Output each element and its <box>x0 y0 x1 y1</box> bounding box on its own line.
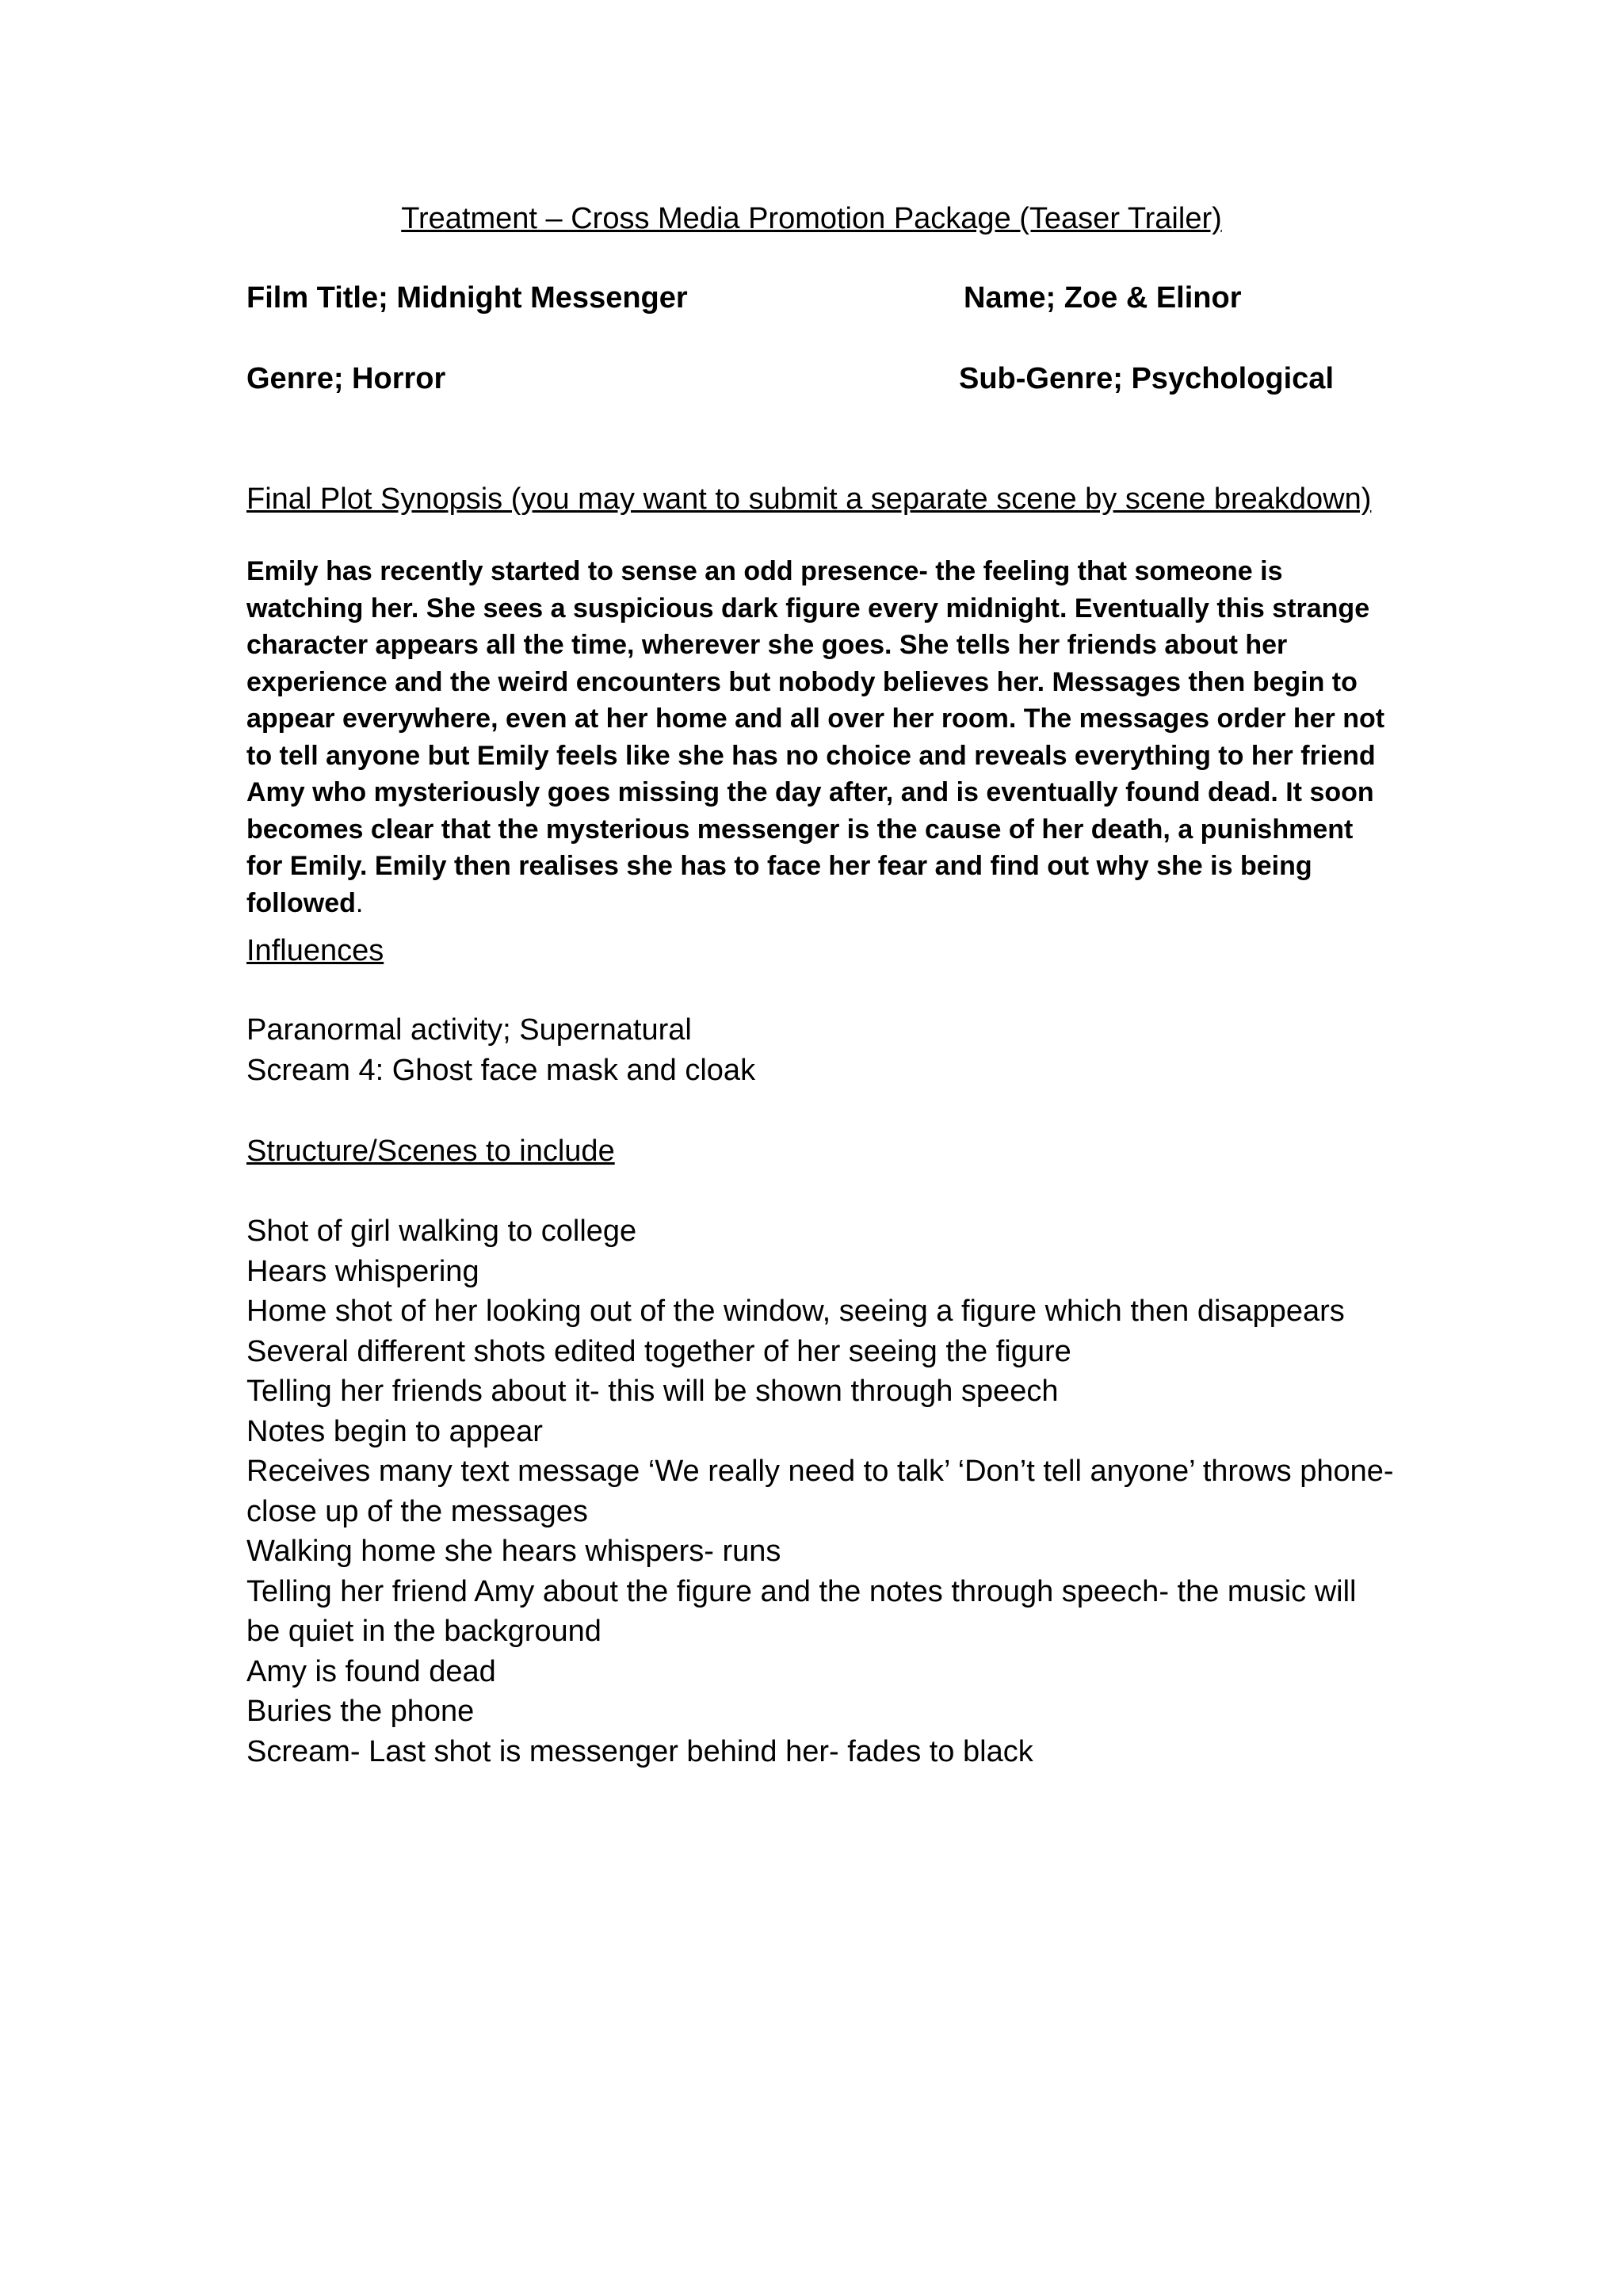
structure-heading: Structure/Scenes to include <box>246 1135 615 1168</box>
scene-item: Walking home she hears whispers- runs <box>246 1535 781 1568</box>
scene-item: Receives many text message ‘We really need to talk’ ‘Don’t tell anyone’ throws phone- close up of the messages <box>246 1455 1394 1528</box>
influence-item: Scream 4: Ghost face mask and cloak <box>246 1053 756 1087</box>
scene-item: Telling her friends about it- this will be shown through speech <box>246 1375 1059 1408</box>
film-title-field: Film Title; Midnight Messenger <box>246 281 688 315</box>
sub-genre-field: Sub-Genre; Psychological <box>959 362 1334 395</box>
scene-item: Hears whispering <box>246 1254 479 1288</box>
scene-item: Buries the phone <box>246 1695 475 1728</box>
scenes-list <box>246 1211 1396 1772</box>
scene-item: Telling her friend Amy about the figure and the notes through speech- the music will be quiet in the background <box>246 1574 1357 1648</box>
synopsis-text: Emily has recently started to sense an odd presence- the feeling that someone is watching her. She sees a suspicious dark figure every midnight. Eventually this strange character appears all the time, wherever she goes. She tells her friends about her experience and the weird encounters but nobody believes her. Messages then begin to appear everywhere, even at her home and all over her room. The messages order her not to tell anyone but Emily feels like she has no choice and reveals everything to her friend Amy who mysteriously goes missing the day after, and is eventually found dead. It soon becomes clear that the mysterious messenger is the cause of her death, a punishment for Emily. Emily then realises she has to face her fear and find out why she is being followed <box>246 556 1385 918</box>
influences-heading: Influences <box>246 934 384 967</box>
name-field: Name; Zoe & Elinor <box>964 281 1242 315</box>
influence-item: Paranormal activity; Supernatural <box>246 1013 692 1047</box>
synopsis-tail: . <box>355 887 364 918</box>
synopsis-heading: Final Plot Synopsis (you may want to submit a separate scene by scene breakdown) <box>246 482 1372 516</box>
genre-field: Genre; Horror <box>246 362 446 395</box>
scene-item: Several different shots edited together of her seeing the figure <box>246 1334 1071 1368</box>
scene-item: Scream- Last shot is messenger behind her- fades to black <box>246 1734 1033 1768</box>
influences-list <box>246 1010 1396 1090</box>
scene-item: Shot of girl walking to college <box>246 1215 637 1248</box>
synopsis-paragraph <box>246 553 1396 921</box>
document-title: Treatment – Cross Media Promotion Package (Teaser Trailer) <box>401 202 1222 235</box>
scene-item: Home shot of her looking out of the window, seeing a figure which then disappears <box>246 1295 1345 1328</box>
scene-item: Amy is found dead <box>246 1654 496 1688</box>
scene-item: Notes begin to appear <box>246 1414 543 1448</box>
